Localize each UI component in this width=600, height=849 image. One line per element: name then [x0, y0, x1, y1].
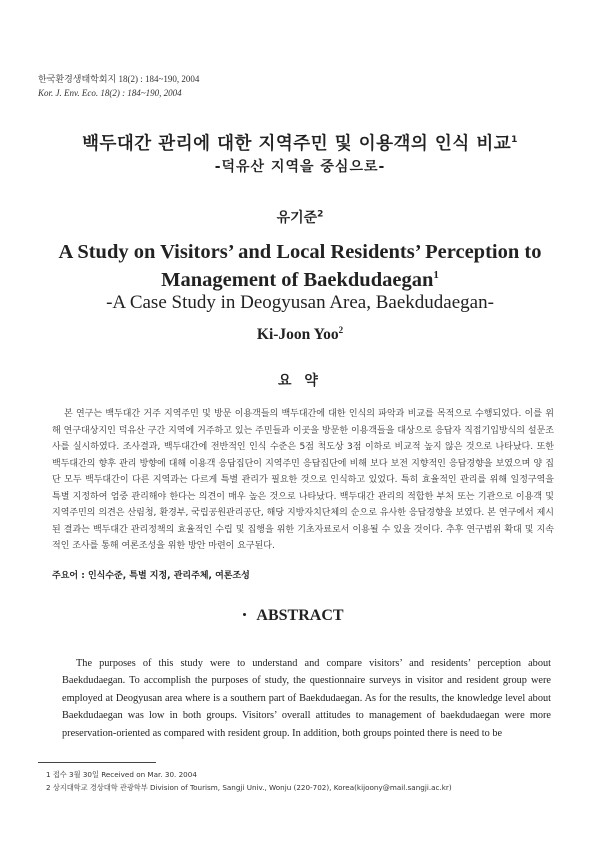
korean-title-footnote-mark: 1 [511, 135, 518, 146]
english-title-line2-wrap [0, 266, 600, 294]
english-author-footnote-mark: 2 [338, 324, 344, 335]
english-author [0, 326, 600, 344]
abstract-body: The purposes of this study were to understand and compare visitors’ and residents’ perception about Baekdudaegan. To accomplish the purposes of study, the questionnaire surveys in visitor and resident group were employed at Deogyusan area where is a southern part of Baekdudaegan. As for the results, the knowledge level about Baekdudaegan was low in both groups. Visitors’ overall attitudes to management of baekdudaegan were more preservation-oriented as compared with resident group. In addition, both groups pointed there is need to be [62, 658, 551, 739]
english-title-footnote-mark: 1 [433, 269, 439, 282]
english-title-line2: Management of Baekdudaegan [161, 269, 434, 291]
korean-subtitle: -덕유산 지역을 중심으로- [214, 159, 386, 175]
footnotes [46, 768, 452, 794]
korean-author-footnote-mark: 2 [317, 209, 324, 220]
korean-summary-body: 본 연구는 백두대간 거주 지역주민 및 방문 이용객들의 백두대간에 대한 인식의 파악과 비교를 목적으로 수행되었다. 이를 위해 연구대상지인 덕유산 구간 지역에 거주하고 있는 주민들과 이곳을 방문한 이용객들을 대상으로 응답자 직접기입방식의 설문조사를 실시하였다. 조사결과, 백두대간에 전반적인 인식 수준은 5점 척도상 3점 이하로 비교적 높지 않은 것으로 나타났다. 또한 백두대간의 향후 관리 방향에 대해 이용객 응답집단이 지역주민 응답집단에 비해 보다 보전 지향적인 응답경향을 보였으며 양 집단 모두 백두대간이 다른 지역과는 다르게 특별 관리가 필요한 것으로 인식하고 있었다. 특히 효율적인 관리를 위해 일정구역을 특별 지정하여 엄중 관리해야 한다는 의견이 매우 높은 것으로 나타났다. 백두대간 관리의 적합한 부처 또는 기관으로 이용객 및 지역주민의 의견은 산림청, 환경부, 국립공원관리공단, 해당 지방자치단체의 순으로 유사한 응답경향을 보였다. 본 연구에서 제시된 결과는 백두대간 관리정책의 효율적인 수립 및 집행을 위한 기초자료로서 이용될 수 있을 것이다. 추후 연구범위 확대 및 지속적인 조사를 통해 여론조성을 위한 방안 마련이 요구된다. [52, 409, 554, 551]
summary-heading: 요 약 [278, 373, 322, 389]
footnote-rule [38, 762, 156, 763]
footnote-1: 1 접수 3월 30일 Received on Mar. 30. 2004 [46, 770, 197, 779]
korean-title [0, 130, 600, 155]
english-title-line1: A Study on Visitors’ and Local Residents’ Perception to [58, 241, 542, 263]
korean-author [0, 207, 600, 227]
korean-title-text: 백두대간 관리에 대한 지역주민 및 이용객의 인식 비교 [82, 134, 512, 154]
journal-reference [38, 72, 199, 100]
footnote-2: 2 상지대학교 경상대학 관광학부 Division of Tourism, Sangji Univ., Wonju (220-702), Korea(kijoony@mail.sangji.ac.kr) [46, 783, 452, 792]
korean-author-name: 유기준 [276, 210, 318, 226]
abstract-heading-wrap [0, 607, 600, 625]
english-author-name: Ki-Joon Yoo [256, 326, 339, 343]
journal-ref-korean: 한국환경생태학회지 18(2) : 184~190, 2004 [38, 74, 200, 84]
english-title [0, 238, 600, 294]
abstract-heading: ABSTRACT [256, 607, 344, 624]
bullet-dot [243, 613, 246, 616]
english-subtitle: -A Case Study in Deogyusan Area, Baekdudaegan- [106, 292, 494, 313]
keywords: 주요어 : 인식수준, 특별 지정, 관리주체, 여론조성 [52, 571, 250, 581]
journal-ref-english: Kor. J. Env. Eco. 18(2) : 184~190, 2004 [38, 88, 182, 98]
